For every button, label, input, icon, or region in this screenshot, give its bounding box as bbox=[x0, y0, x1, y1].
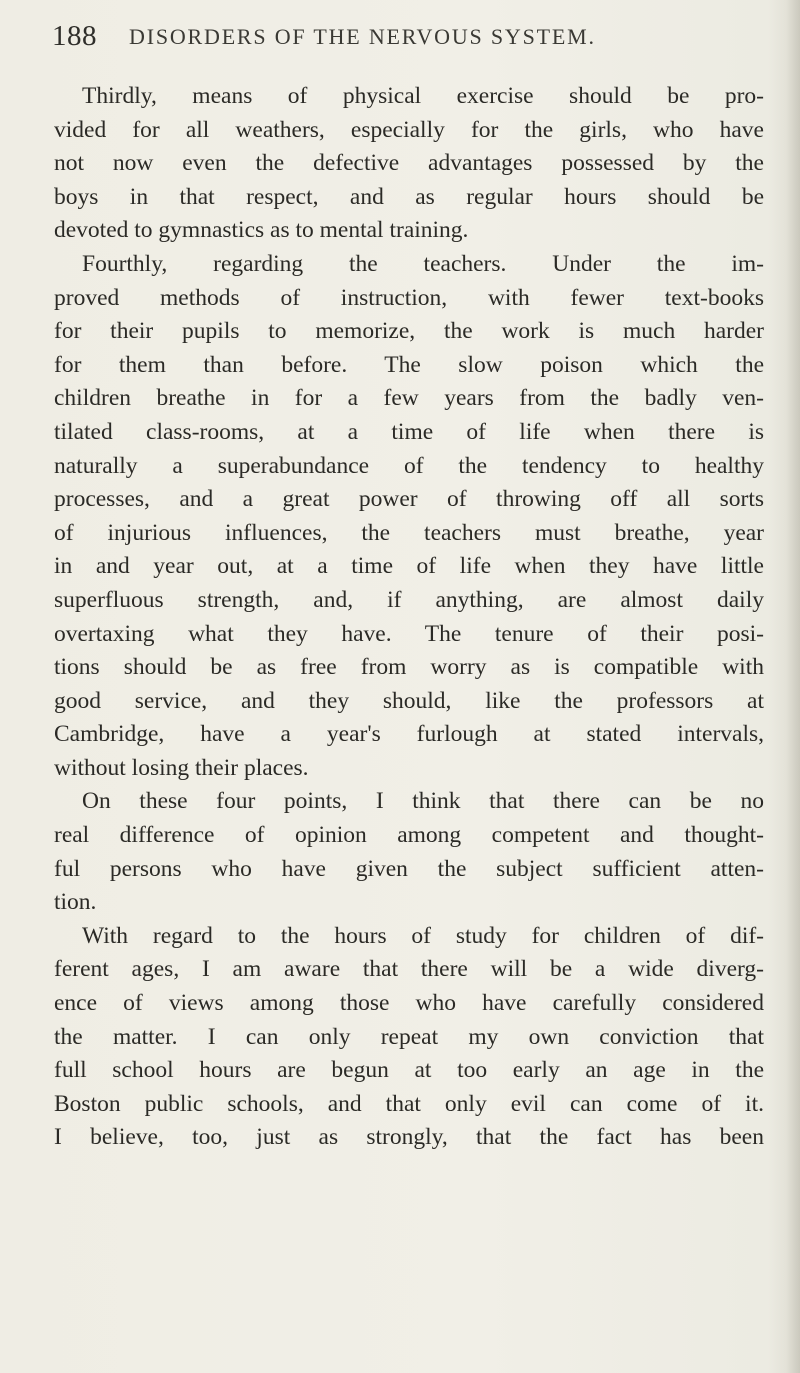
text-line: good service, and they should, like the professors at bbox=[54, 687, 764, 714]
text-line: naturally a superabundance of the tendency to healthy bbox=[54, 452, 764, 479]
text-line: for them than before. The slow poison which the bbox=[54, 351, 764, 378]
text-line: proved methods of instruction, with fewer text-books bbox=[54, 284, 764, 311]
text-line: Boston public schools, and that only evil can come of it. bbox=[54, 1090, 764, 1117]
text-line: processes, and a great power of throwing off all sorts bbox=[54, 486, 764, 513]
text-line: Fourthly, regarding the teachers. Under the im- bbox=[82, 250, 764, 277]
text-line: vided for all weathers, especially for the girls, who have bbox=[54, 116, 764, 143]
text-line: ence of views among those who have carefully considered bbox=[54, 990, 764, 1017]
text-line: With regard to the hours of study for children of dif- bbox=[82, 922, 764, 949]
text-line: On these four points, I think that there can be no bbox=[82, 788, 764, 815]
text-line: children breathe in for a few years from the badly ven- bbox=[54, 385, 764, 412]
text-line: tilated class-rooms, at a time of life when there is bbox=[54, 418, 764, 445]
text-line: of injurious influences, the teachers must breathe, year bbox=[54, 519, 764, 546]
text-line: not now even the defective advantages possessed by the bbox=[54, 150, 764, 177]
text-line: for their pupils to memorize, the work is much harder bbox=[54, 318, 764, 345]
text-line: Thirdly, means of physical exercise should be pro- bbox=[82, 83, 764, 109]
text-line: ful persons who have given the subject sufficient atten- bbox=[54, 855, 764, 882]
text-line: the matter. I can only repeat my own conviction that bbox=[54, 1023, 764, 1050]
body-text bbox=[54, 80, 764, 1155]
text-line: boys in that respect, and as regular hours should be bbox=[54, 183, 764, 210]
page-header bbox=[52, 20, 742, 60]
text-line: devoted to gymnastics as to mental training. bbox=[54, 217, 469, 244]
text-line: full school hours are begun at too early an age in the bbox=[54, 1057, 764, 1084]
text-line: real difference of opinion among competent and thought- bbox=[54, 822, 764, 849]
text-line: superfluous strength, and, if anything, are almost daily bbox=[54, 586, 764, 613]
page-number: 188 bbox=[52, 20, 97, 52]
text-line: ferent ages, I am aware that there will be a wide diverg- bbox=[54, 956, 764, 983]
text-line: Cambridge, have a year's furlough at stated intervals, bbox=[54, 721, 764, 748]
text-line: I believe, too, just as strongly, that the fact has been bbox=[54, 1124, 764, 1151]
running-head: DISORDERS OF THE NERVOUS SYSTEM. bbox=[129, 24, 596, 49]
text-line: in and year out, at a time of life when they have little bbox=[54, 553, 764, 580]
text-line: tions should be as free from worry as is compatible with bbox=[54, 654, 764, 681]
text-line: tion. bbox=[54, 889, 97, 916]
text-line: without losing their places. bbox=[54, 754, 309, 781]
page-edge-shadow bbox=[786, 0, 800, 1373]
text-line: overtaxing what they have. The tenure of their posi- bbox=[54, 620, 764, 647]
